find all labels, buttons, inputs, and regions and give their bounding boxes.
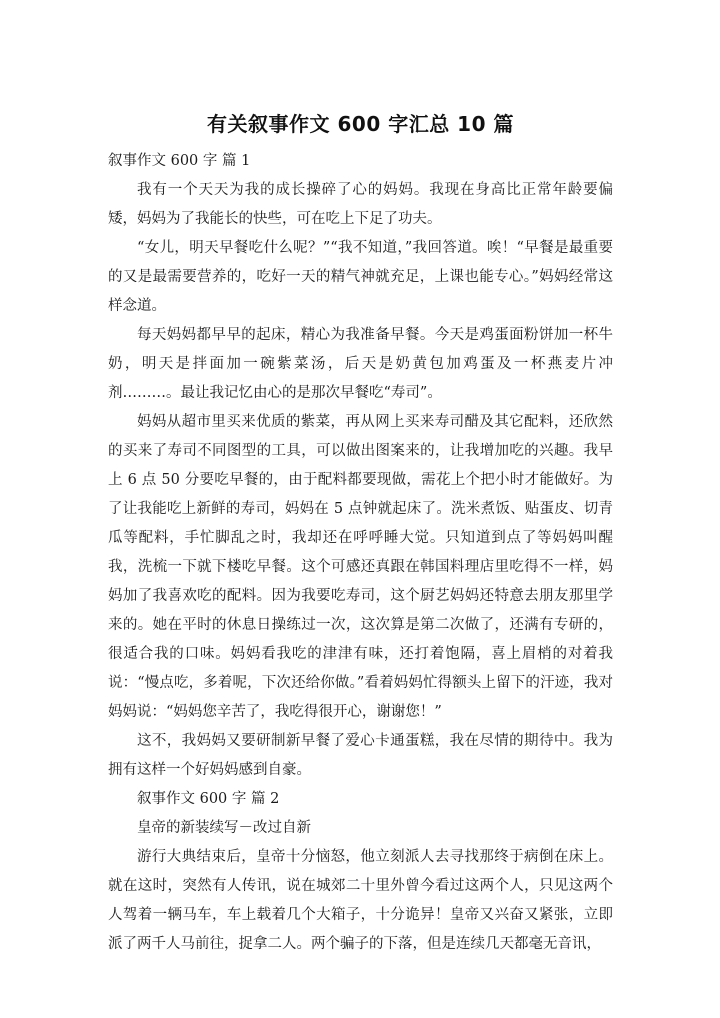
essay-1-paragraph-4: 妈妈从超市里买来优质的紫菜，再从网上买来寿司醋及其它配料，还欣然的买来了寿司不同图型的工具，可以做出图案来的，让我增加吃的兴趣。我早上 6 点 50 分要吃早餐的，由于配料都要现做，需花上个把小时才能做好。为了让我能吃上新鲜的寿司，妈妈在 5 点钟就起床了。洗米煮饭、贴蛋皮、切青瓜等配料，手忙脚乱之时，我却还在呼呼睡大觉。只知道到点了等妈妈叫醒我，洗梳一下就下楼吃早餐。这个可感还真跟在韩国料理店里吃得不一样，妈妈加了我喜欢吃的配料。因为我要吃寿司，这个厨艺妈妈还特意去朋友那里学来的。她在平时的休息日操练过一次，这次算是第二次做了，还满有专研的，很适合我的口味。妈妈看我吃的津津有味，还打着饱隔，喜上眉梢的对着我说：“慢点吃，多着呢，下次还给你做。”看着妈妈忙得额头上留下的汗迹，我对妈妈说：“妈妈您辛苦了，我吃得很开心，谢谢您！” <box>108 414 613 720</box>
essay-1-paragraph-3: 每天妈妈都早早的起床，精心为我准备早餐。今天是鸡蛋面粉饼加一杯牛奶，明天是拌面加一碗紫菜汤，后天是奶黄包加鸡蛋及一杯燕麦片冲剂………。最让我记忆由心的是那次早餐吃“寿司”。 <box>108 327 613 401</box>
document-title: 有关叙事作文 600 字汇总 10 篇 <box>207 112 514 136</box>
essay-1-paragraph-5: 这不，我妈妈又要研制新早餐了爱心卡通蛋糕，我在尽情的期待中。我为拥有这样一个好妈妈感到自豪。 <box>108 733 613 778</box>
essay-2-paragraph-1: 游行大典结束后，皇帝十分恼怒，他立刻派人去寻找那终于病倒在床上。就在这时，突然有人传讯，说在城郊二十里外曾今看过这两个人，只见这两个人驾着一辆马车，车上载着几个大箱子，十分诡异！皇帝又兴奋又紧张，立即派了两千人马前往，捉拿二人。两个骗子的下落，但是连续几天都毫无音讯， <box>108 849 613 952</box>
essay-1-paragraph-1: 我有一个天天为我的成长操碎了心的妈妈。我现在身高比正常年龄要偏矮，妈妈为了我能长的快些，可在吃上下足了功夫。 <box>108 182 613 227</box>
essay-1-paragraph-2: “女儿，明天早餐吃什么呢？”“我不知道，”我回答道。唉！“早餐是最重要的又是最需要营养的，吃好一天的精气神就充足，上课也能专心。”妈妈经常这样念道。 <box>108 240 613 314</box>
essay-1-heading: 叙事作文 600 字 篇 1 <box>108 153 251 169</box>
essay-2-subtitle: 皇帝的新装续写－改过自新 <box>137 820 311 836</box>
document-body <box>108 106 613 959</box>
essay-2-heading: 叙事作文 600 字 篇 2 <box>137 791 280 807</box>
